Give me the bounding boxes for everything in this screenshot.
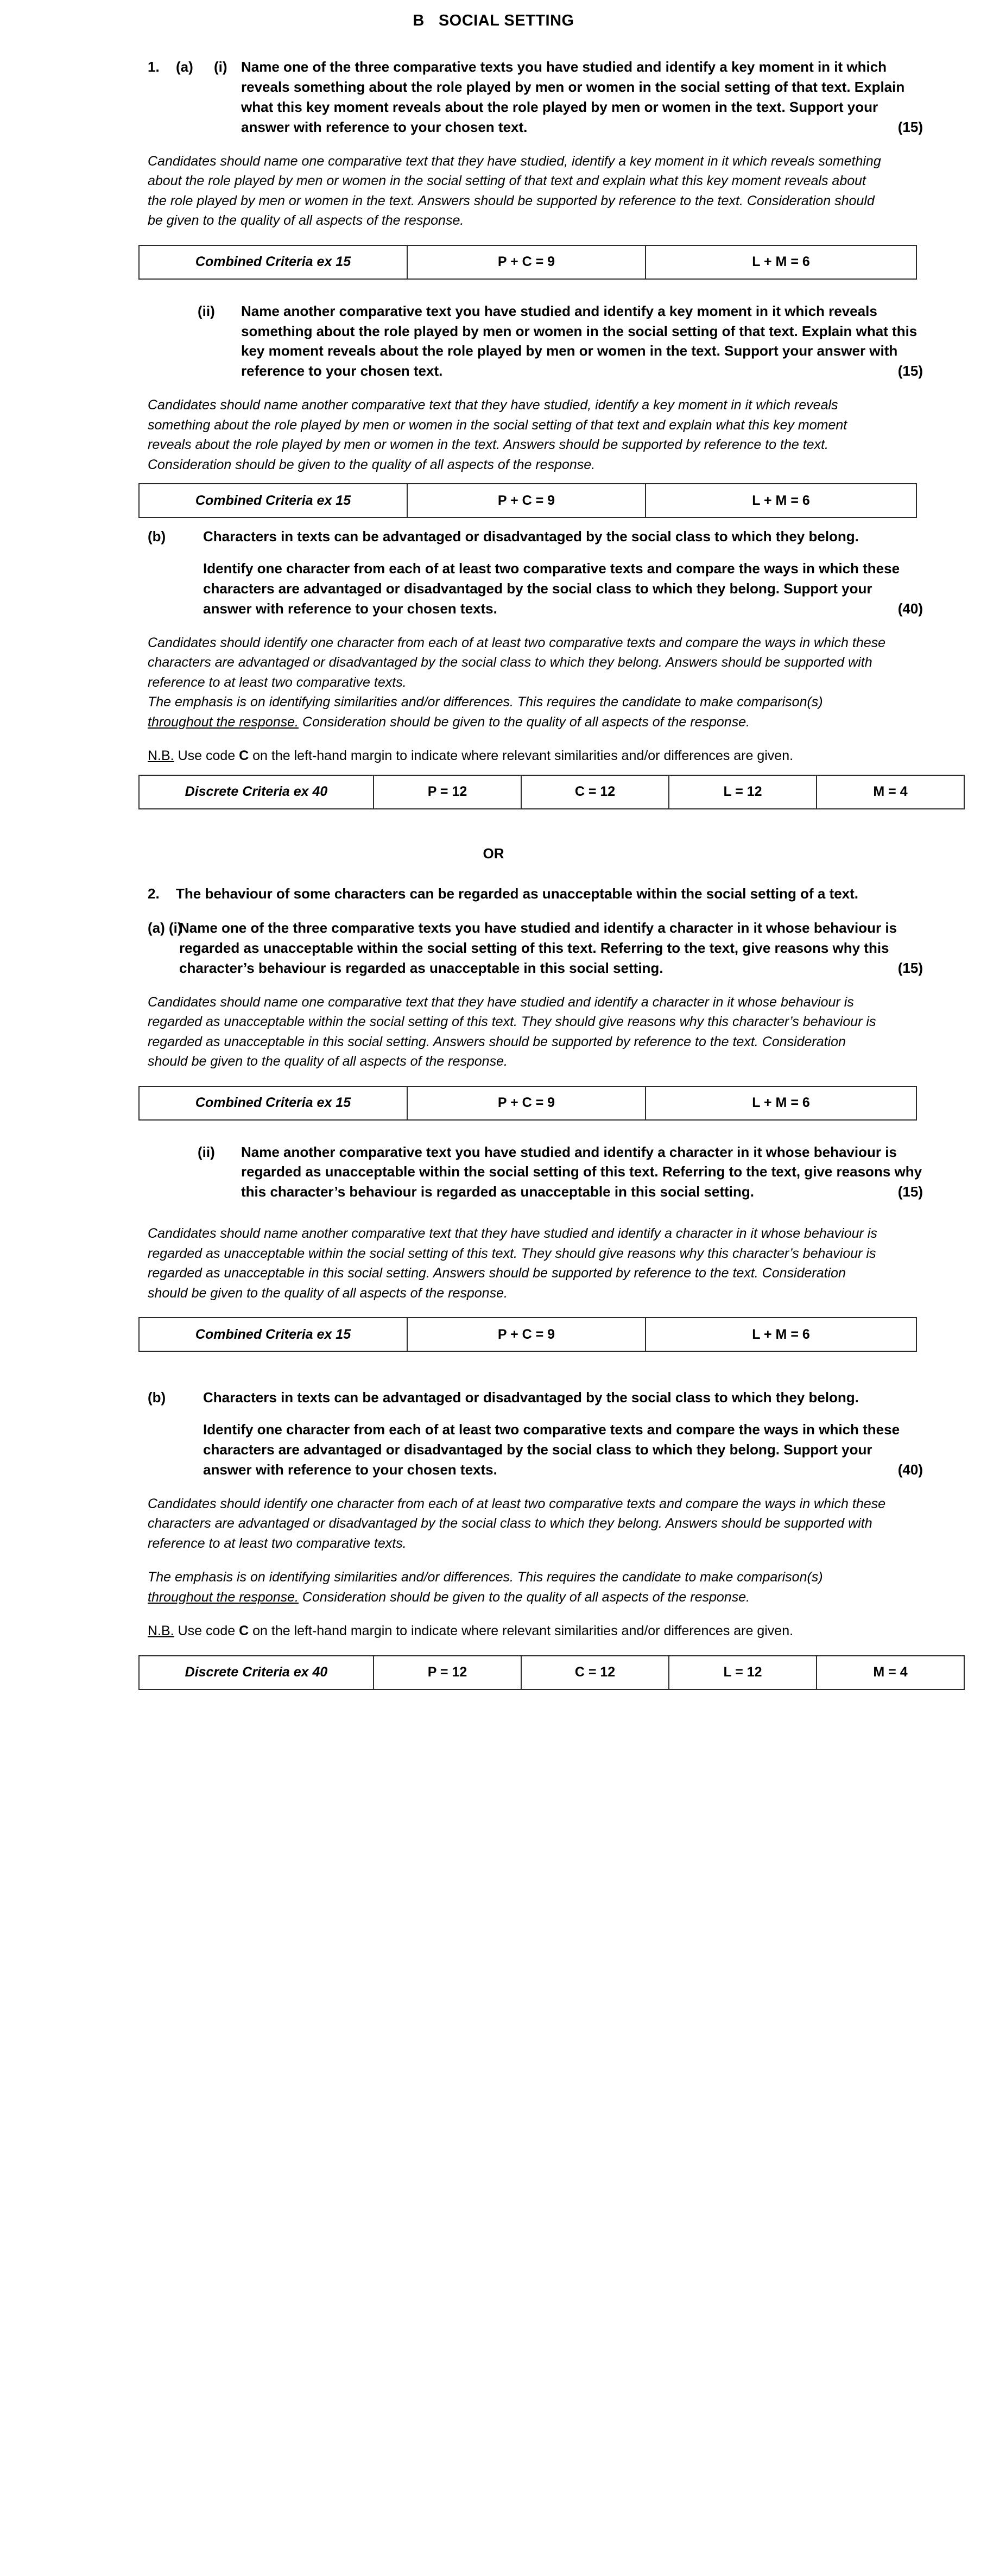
question-2a-i-prompt: Name one of the three comparative texts you have studied and identify a character in it whose behaviour is regarded as unacceptable within the social setting of this text. Referring to the text, give reasons why this character’s behaviour is regarded as unacceptable in this social setting. [179, 919, 897, 976]
section-heading [0, 0, 987, 35]
question-1a-ii-marks: (15) [897, 363, 923, 379]
nb-text-1: Use code [174, 748, 239, 764]
question-2b-nb-note [0, 1621, 987, 1641]
criteria-value-lm: L + M = 6 [646, 484, 916, 517]
section-letter: B [413, 12, 425, 29]
question-2-number: 2. [148, 885, 160, 902]
question-2-stem-text: The behaviour of some characters can be regarded as unacceptable within the social setting of a text. [176, 885, 859, 902]
table-row [139, 1656, 964, 1689]
nb-text-1: Use code [174, 1623, 239, 1639]
criteria-value-pc: P + C = 9 [407, 245, 646, 279]
question-1b-nb-note [0, 746, 987, 766]
criteria-value-p: P = 12 [374, 775, 521, 809]
criteria-label: Discrete Criteria ex 40 [139, 1656, 374, 1689]
commentary-pre: The emphasis is on identifying similarities and/or differences. This requires the candidate to make comparison(s) [148, 1569, 823, 1585]
commentary-text: Candidates should name another comparative text that they have studied, identify a key moment in it which reveals something about the role played by men or women in the social setting of that text and explain what this key moment reveals about the role played by men or women in the text. Answers should be supported by reference to the text. Consideration should be given to the quality of all aspects of the response. [148, 397, 847, 472]
question-2-stem [0, 884, 987, 904]
criteria-value-pc: P + C = 9 [407, 1318, 646, 1351]
question-2b [0, 1388, 987, 1480]
question-1a-i [0, 57, 987, 137]
question-1a-ii-prompt: Name another comparative text you have studied and identify a key moment in it which reveals something about the role played by men or women in the social setting of that text. Explain what this key moment reveals about the role played by men or women in the text. Support your answer with reference to your chosen text. [241, 302, 918, 379]
criteria-label: Combined Criteria ex 15 [139, 245, 407, 279]
commentary-text: Candidates should name one comparative text that they have studied, identify a key moment in it which reveals something about the role played by men or women in the social setting of that text and explain what this key moment reveals about the role played by men or women in the text. Answers should be supported by reference to the text. Consideration should be given to the quality of all aspects of the response. [148, 153, 881, 229]
question-2a-ii [0, 1142, 987, 1202]
criteria-value-m: M = 4 [817, 1656, 964, 1689]
question-2-part-a-roman-i-label: (a) (i) [148, 919, 182, 936]
criteria-table-2a-i [138, 1086, 917, 1121]
criteria-label: Combined Criteria ex 15 [139, 1318, 407, 1351]
criteria-table-1a-ii [138, 483, 917, 518]
question-1-roman-ii-label: (ii) [198, 302, 215, 319]
question-1a-i-marks: (15) [897, 118, 923, 135]
question-2a-ii-commentary [0, 1224, 987, 1303]
question-1b [0, 527, 987, 619]
question-2-roman-ii-label: (ii) [198, 1143, 215, 1160]
commentary-text-2 [148, 692, 886, 732]
question-1b-prompt-2: Identify one character from each of at least two comparative texts and compare the ways in which these characters are advantaged or disadvantaged by the social class to which they belong. Support your answer with reference to your chosen texts. [203, 560, 900, 617]
nb-code-letter: C [239, 1623, 249, 1639]
question-2-part-b-label: (b) [148, 1389, 166, 1406]
question-1-part-a-label: (a) [176, 59, 193, 75]
criteria-table-1b [138, 775, 965, 809]
commentary-text-2 [148, 1567, 886, 1607]
commentary-underlined: throughout the response. [148, 1589, 299, 1605]
criteria-table-1a-i [138, 245, 917, 280]
table-row [139, 1086, 916, 1120]
commentary-text-1: Candidates should identify one character from each of at least two comparative texts and compare the ways in which these characters are advantaged or disadvantaged by the social class to which they belong. Answers should be supported with reference to at least two comparative texts. [148, 635, 886, 690]
criteria-value-p: P = 12 [374, 1656, 521, 1689]
question-1-part-b-label: (b) [148, 528, 166, 545]
question-1a-i-prompt: Name one of the three comparative texts you have studied and identify a key moment in it which reveals something about the role played by men or women in the social setting of that text. Explain what this key moment reveals about the role played by men or women in the text. Support your answer with reference to your chosen text. [241, 59, 905, 135]
table-row [139, 775, 964, 809]
criteria-value-l: L = 12 [669, 1656, 817, 1689]
table-row [139, 245, 916, 279]
commentary-text-1: Candidates should identify one character from each of at least two comparative texts and compare the ways in which these characters are advantaged or disadvantaged by the social class to which they belong. Answers should be supported with reference to at least two comparative texts. [148, 1496, 886, 1551]
commentary-pre: The emphasis is on identifying similarities and/or differences. This requires the candidate to make comparison(s) [148, 694, 823, 710]
nb-prefix: N.B. [148, 1623, 174, 1639]
nb-code-letter: C [239, 748, 249, 764]
criteria-value-c: C = 12 [521, 1656, 669, 1689]
commentary-post: Consideration should be given to the quality of all aspects of the response. [298, 714, 750, 730]
question-2a-i-marks: (15) [897, 959, 923, 976]
question-2a-ii-marks: (15) [897, 1183, 923, 1200]
table-row [139, 484, 916, 517]
commentary-text: Candidates should name another comparative text that they have studied and identify a character in it whose behaviour is regarded as unacceptable within the social setting of this text. They should give reasons why this character’s behaviour is regarded as unacceptable in this social setting. Answers should be supported by reference to the text. Consideration should be given to the quality of all aspects of the response. [148, 1226, 877, 1301]
question-1a-ii [0, 301, 987, 382]
criteria-label: Combined Criteria ex 15 [139, 1086, 407, 1120]
commentary-post: Consideration should be given to the quality of all aspects of the response. [298, 1589, 750, 1605]
criteria-value-pc: P + C = 9 [407, 1086, 646, 1120]
question-1b-prompt-1: Characters in texts can be advantaged or disadvantaged by the social class to which they belong. [203, 528, 859, 545]
question-1a-ii-commentary [0, 395, 987, 474]
criteria-table-2b [138, 1655, 965, 1690]
question-2b-commentary-2 [0, 1567, 987, 1607]
question-1b-commentary [0, 633, 987, 732]
criteria-value-lm: L + M = 6 [646, 1318, 916, 1351]
criteria-value-m: M = 4 [817, 775, 964, 809]
question-2b-marks: (40) [897, 1461, 923, 1478]
section-title: SOCIAL SETTING [438, 12, 574, 29]
question-1b-marks: (40) [897, 600, 923, 617]
criteria-value-pc: P + C = 9 [407, 484, 646, 517]
table-row [139, 1318, 916, 1351]
criteria-value-l: L = 12 [669, 775, 817, 809]
or-divider: OR [483, 845, 504, 862]
criteria-label: Combined Criteria ex 15 [139, 484, 407, 517]
question-1-number: 1. [148, 59, 160, 75]
criteria-value-lm: L + M = 6 [646, 245, 916, 279]
question-2b-commentary-1 [0, 1494, 987, 1554]
nb-text-2: on the left-hand margin to indicate where relevant similarities and/or differences are given. [249, 1623, 794, 1639]
question-1-roman-i-label: (i) [214, 59, 227, 75]
commentary-text: Candidates should name one comparative text that they have studied and identify a character in it whose behaviour is regarded as unacceptable within the social setting of this text. They should give reasons why this character’s behaviour is regarded as unacceptable in this social setting. Answers should be supported by reference to the text. Consideration should be given to the quality of all aspects of the response. [148, 994, 876, 1069]
question-1a-i-commentary [0, 151, 987, 231]
criteria-value-c: C = 12 [521, 775, 669, 809]
criteria-label: Discrete Criteria ex 40 [139, 775, 374, 809]
question-2a-ii-prompt: Name another comparative text you have studied and identify a character in it whose behaviour is regarded as unacceptable within the social setting of this text. Referring to the text, give reasons why this character’s behaviour is regarded as unacceptable in this social setting. [241, 1143, 922, 1200]
commentary-underlined: throughout the response. [148, 714, 299, 730]
question-2a-i-commentary [0, 992, 987, 1072]
criteria-value-lm: L + M = 6 [646, 1086, 916, 1120]
question-2b-prompt-1: Characters in texts can be advantaged or disadvantaged by the social class to which they belong. [203, 1389, 859, 1406]
question-2a-i [0, 918, 987, 978]
question-2b-prompt-2: Identify one character from each of at least two comparative texts and compare the ways in which these characters are advantaged or disadvantaged by the social class to which they belong. Support your answer with reference to your chosen texts. [203, 1421, 900, 1478]
nb-text-2: on the left-hand margin to indicate where relevant similarities and/or differences are given. [249, 748, 794, 764]
criteria-table-2a-ii [138, 1317, 917, 1352]
nb-prefix: N.B. [148, 748, 174, 764]
